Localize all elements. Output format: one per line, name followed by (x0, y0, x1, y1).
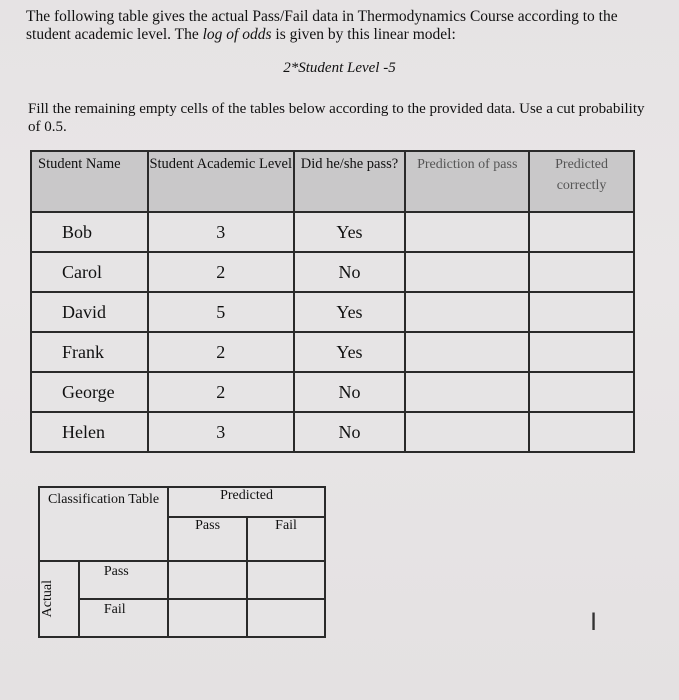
cell-pass: Yes (294, 292, 406, 332)
log-odds-formula: 2*Student Level -5 (283, 60, 396, 76)
cls-cell-pass-pass[interactable] (168, 561, 247, 599)
table-row (31, 332, 634, 372)
cls-cell-fail-fail[interactable] (247, 599, 325, 637)
cls-pred-fail: Fail (247, 517, 325, 561)
cell-correct-input[interactable] (529, 252, 634, 292)
cell-prediction-input[interactable] (405, 252, 529, 292)
cell-level: 2 (148, 372, 294, 412)
cls-actual-fail: Fail (79, 599, 168, 637)
table-row (31, 212, 634, 252)
cell-pass: No (294, 372, 406, 412)
cls-predicted-label: Predicted (168, 487, 325, 517)
student-table-header (31, 151, 634, 212)
cell-prediction-input[interactable] (405, 212, 529, 252)
intro-part2: is given by this linear model: (271, 26, 456, 43)
cls-actual-pass: Pass (79, 561, 168, 599)
table-row (31, 412, 634, 452)
intro-italic: log of odds (202, 26, 272, 43)
cell-name: Bob (31, 212, 148, 252)
cell-prediction-input[interactable] (405, 292, 529, 332)
cell-prediction-input[interactable] (405, 372, 529, 412)
header-did-pass: Did he/she pass? (294, 151, 406, 212)
cell-level: 3 (148, 412, 294, 452)
cls-title: Classification Table (39, 487, 168, 561)
cell-name: Helen (31, 412, 148, 452)
instruction-text: Fill the remaining empty cells of the tables below according to the provided data. Use a cut probability of 0.5. (28, 101, 645, 135)
header-student-name: Student Name (31, 151, 148, 212)
cell-level: 2 (148, 332, 294, 372)
header-academic-level: Student Academic Level (148, 151, 294, 212)
cls-row-pass (39, 561, 325, 599)
cell-pass: Yes (294, 212, 406, 252)
cell-level: 5 (148, 292, 294, 332)
table-row (31, 252, 634, 292)
text-cursor-icon: I (590, 608, 598, 636)
cell-pass: No (294, 412, 406, 452)
cls-header-row (39, 487, 325, 517)
cell-pass: No (294, 252, 406, 292)
cell-correct-input[interactable] (529, 292, 634, 332)
cell-correct-input[interactable] (529, 332, 634, 372)
cell-name: Carol (31, 252, 148, 292)
cell-name: Frank (31, 332, 148, 372)
cell-correct-input[interactable] (529, 372, 634, 412)
cls-pred-pass: Pass (168, 517, 247, 561)
cell-level: 3 (148, 212, 294, 252)
intro-text (26, 8, 666, 44)
table-row (31, 292, 634, 332)
cell-level: 2 (148, 252, 294, 292)
cell-correct-input[interactable] (529, 412, 634, 452)
cls-row-fail (39, 599, 325, 637)
cls-cell-fail-pass[interactable] (168, 599, 247, 637)
cls-actual-label: Actual (40, 580, 55, 618)
cell-pass: Yes (294, 332, 406, 372)
cell-name: David (31, 292, 148, 332)
cell-prediction-input[interactable] (405, 412, 529, 452)
cell-prediction-input[interactable] (405, 332, 529, 372)
classification-table (38, 486, 326, 638)
cell-name: George (31, 372, 148, 412)
cls-cell-pass-fail[interactable] (247, 561, 325, 599)
header-predicted-correctly: Predicted correctly (529, 151, 634, 212)
student-table (30, 150, 635, 453)
cls-actual-cell (39, 561, 79, 637)
header-prediction: Prediction of pass (405, 151, 529, 212)
intro-part1: The following table gives the actual Pass/Fail data in Thermodynamics Course according to the student academic level. The (26, 8, 618, 43)
cell-correct-input[interactable] (529, 212, 634, 252)
table-row (31, 372, 634, 412)
